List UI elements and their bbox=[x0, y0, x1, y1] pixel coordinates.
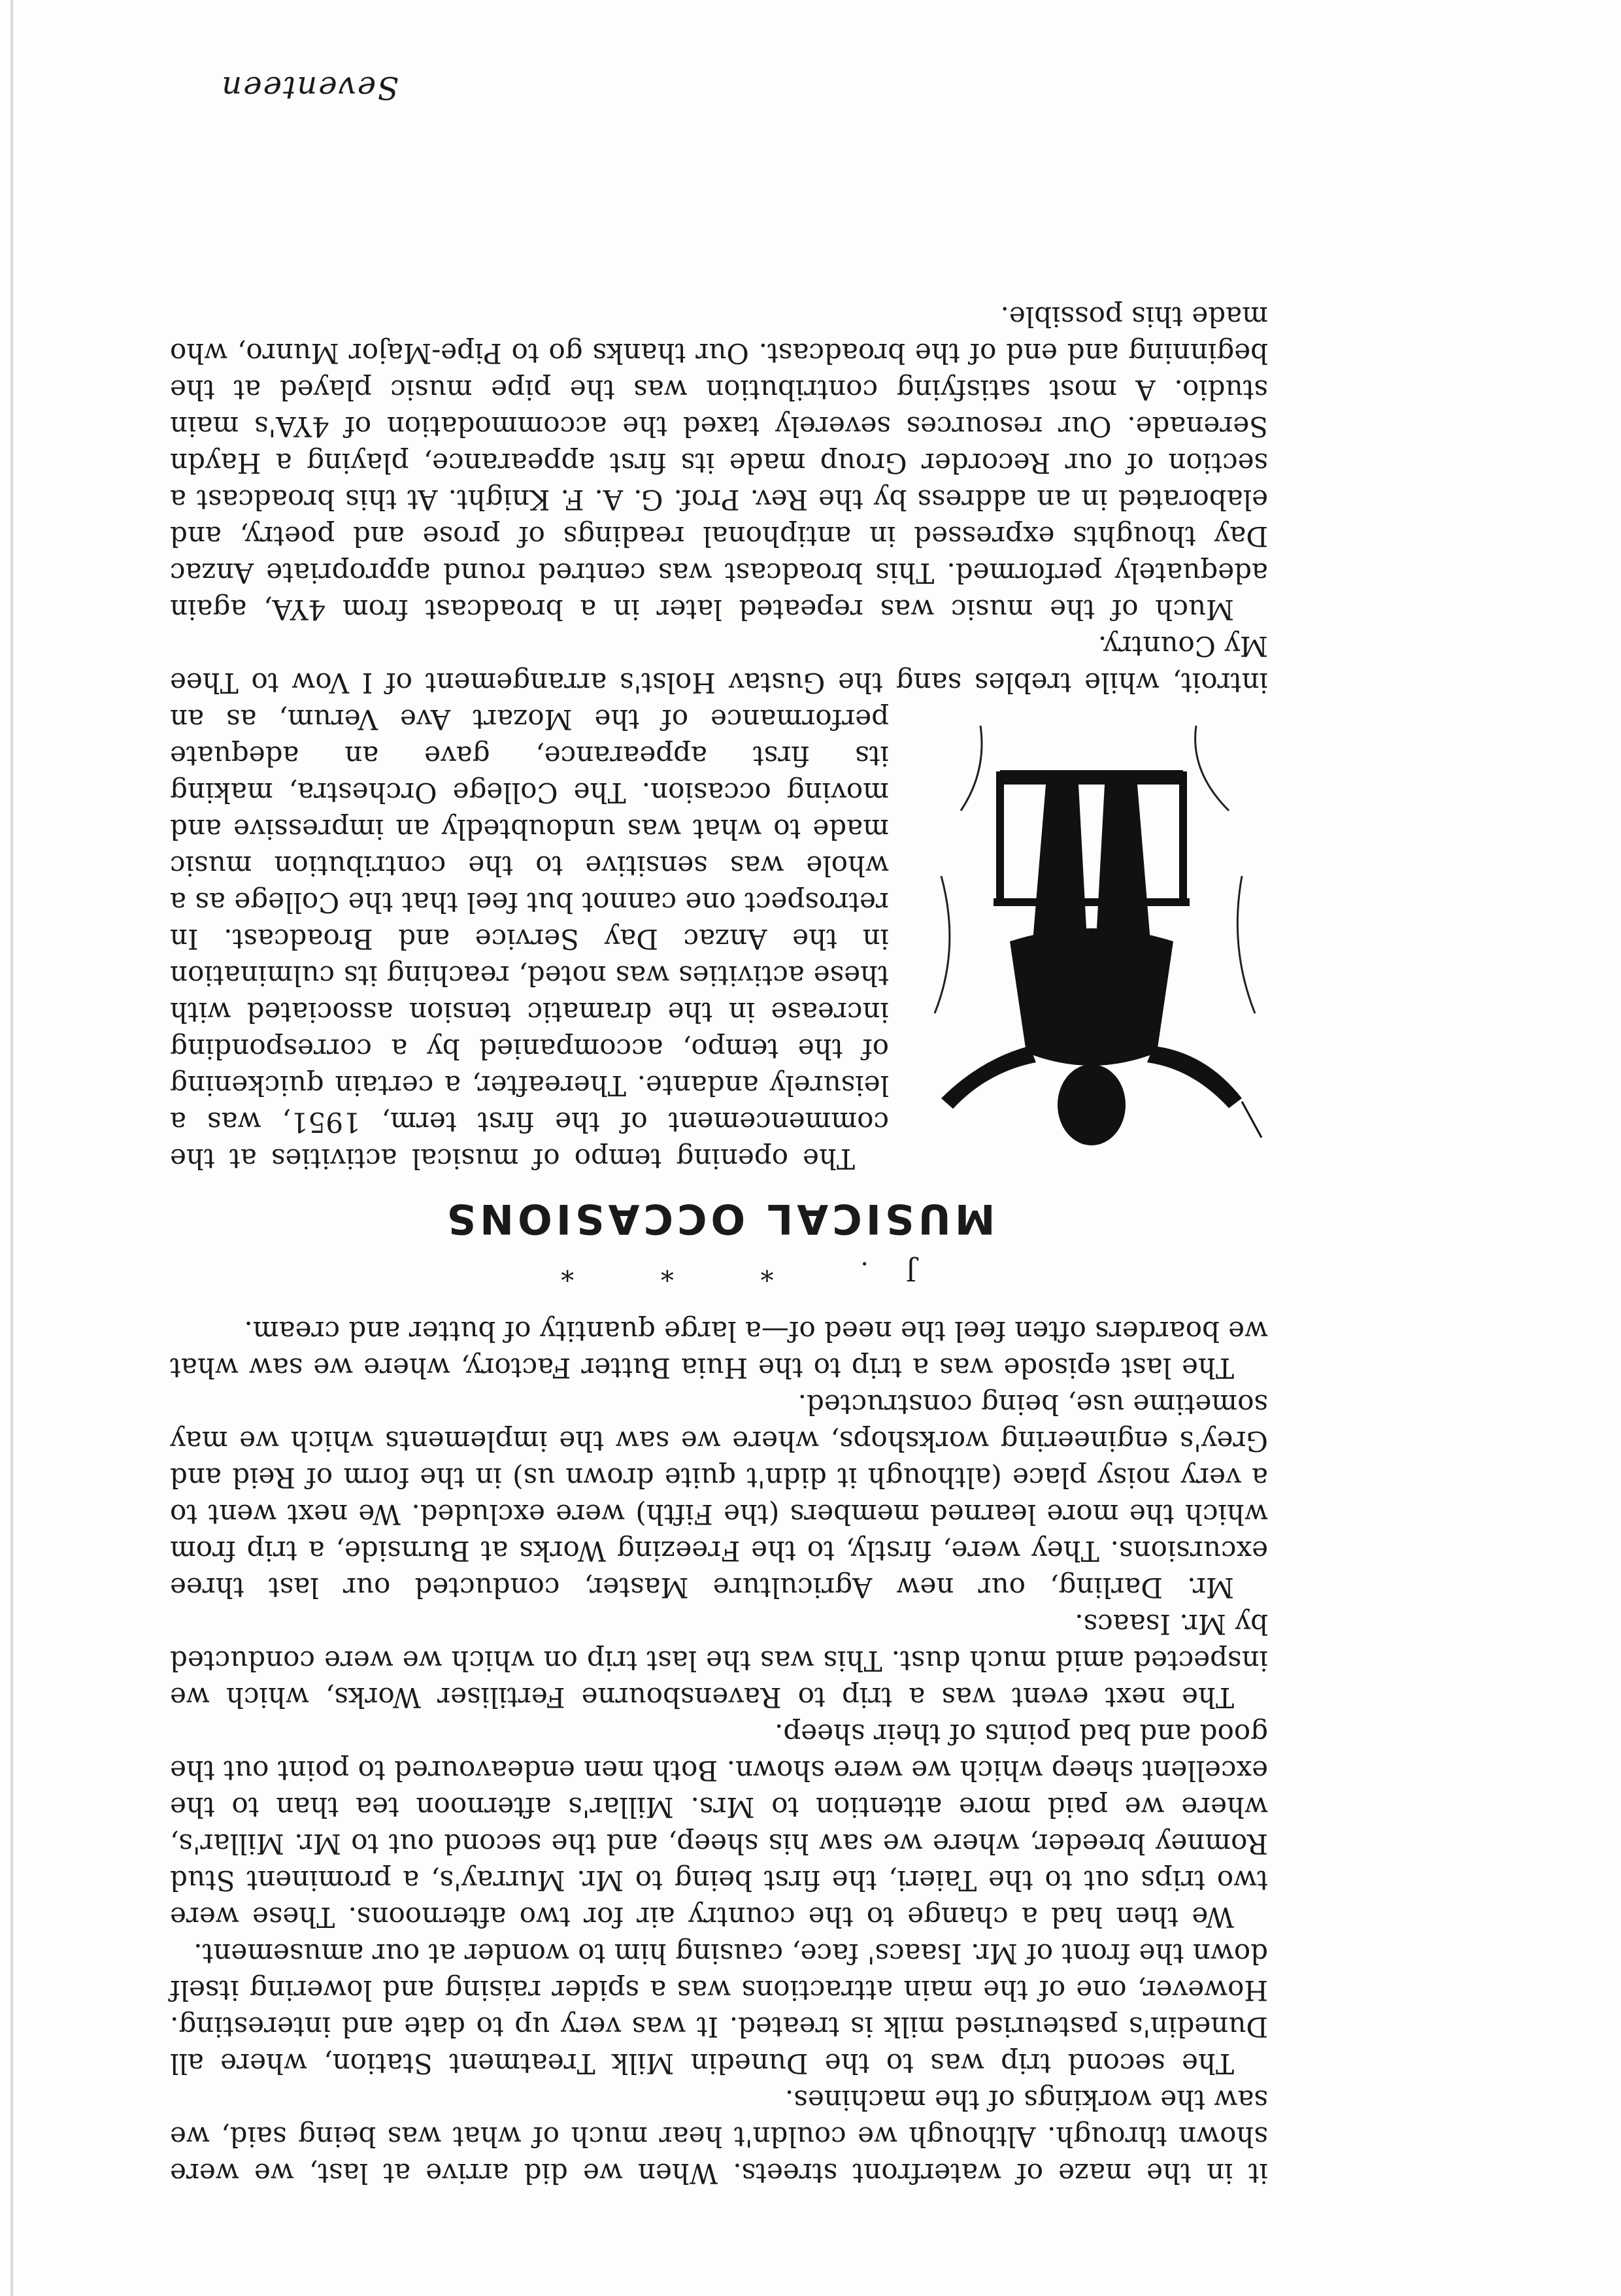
divider-stars: * * * bbox=[522, 1256, 774, 1286]
conductor-figure bbox=[941, 770, 1242, 1145]
body-paragraph: The opening tempo of musical activities at the commencement of the first term, 1951, was a leisurely andante. Thereafter, a certain quickening of the tempo, accompanied by a corresponding increase in the dramatic tension associated with these activities was noted, reaching its culmination in the Anzac Day Service and Broadcast. In retrospect one cannot but feel that the College as a whole was sensitive to the contribution music made to what was undoubtedly an impressive and moving occasion. The College Orchestra, making its first appearance, gave an adequate performance of the Mozart Ave Verum, as an introit, while trebles sang the Gustav Holst's arrangement of I Vow to Thee My Country. bbox=[170, 630, 1268, 1175]
body-paragraph: Much of the music was repeated later in a broadcast from 4YA, again adequately performed. This broadcast was centred round appropriate Anzac Day thoughts expressed in antiphonal readings of prose and poetry, and elaborated in an address by the Rev. Prof. G. A. F. Knight. At this broadcast a section of our Recorder Group made its first appearance, playing a Haydn Serenade. Our resources severely taxed the accommodation of 4YA's main studio. A most satisfying contribution was the pipe music played at the beginning and end of the broadcast. Our thanks go to Pipe-Major Munro, who made this possible. bbox=[170, 301, 1268, 626]
body-paragraph: Mr. Darling, our new Agriculture Master, conducted our last three excursions. They were, firstly, to the Freezing Works at Burnside, a trip from which the more learned members (the Fifth) were excluded. We next went to a very noisy place (although it didn't quite drown us) in the form of Reid and Grey's engineering workshops, where we saw the implements which we may sometime use, being constructed. bbox=[170, 1389, 1268, 1604]
section-divider-stars bbox=[170, 1253, 1268, 1289]
page-edge-line bbox=[10, 0, 13, 2296]
baton bbox=[1242, 1102, 1262, 1138]
body-paragraph: it in the maze of waterfront streets. When we did arrive at last, we were shown through. Although we couldn't hear much of what was being said, we saw the workings of the machines. bbox=[170, 2084, 1268, 2189]
music-stand bbox=[994, 771, 1190, 902]
body-paragraph: We then had a change to the country air for two afternoons. These were two trips out to the Taieri, the first being to Mr. Murray's, a prominent Stud Romney breeder, where we saw his sheep, and the second out to Mr. Millar's, where we paid more attention to Mrs. Millar's afternoon tea than to the excellent sheep which we were shown. Both men endeavoured to point out the good and bad points of their sheep. bbox=[170, 1718, 1268, 1933]
conductor-silhouette-illustration bbox=[915, 719, 1268, 1177]
page-body bbox=[170, 298, 1268, 2191]
page-number: Seventeen bbox=[220, 69, 399, 106]
body-paragraph: The second trip was to the Dunedin Milk Treatment Station, where all Dunedin's pasteurised milk is treated. It was very up to date and interesting. However, one of the main attractions was a spider raising and lowering itself down the front of Mr. Isaacs' face, causing him to wonder at our amusement. bbox=[170, 1938, 1268, 2080]
section-heading: MUSICAL OCCASIONS bbox=[443, 1195, 995, 1243]
body-paragraph: The last episode was a trip to the Huia Butter Factory, where we saw what we boarders often feel the need of—a large quantity of butter and cream. bbox=[170, 1315, 1268, 1384]
author-initial: J. bbox=[821, 1256, 916, 1286]
body-paragraph: The next event was a trip to Ravensbourne Fertiliser Works, which we inspected amid much dust. This was the last trip on which we were conducted by Mr. Isaacs. bbox=[170, 1608, 1268, 1714]
